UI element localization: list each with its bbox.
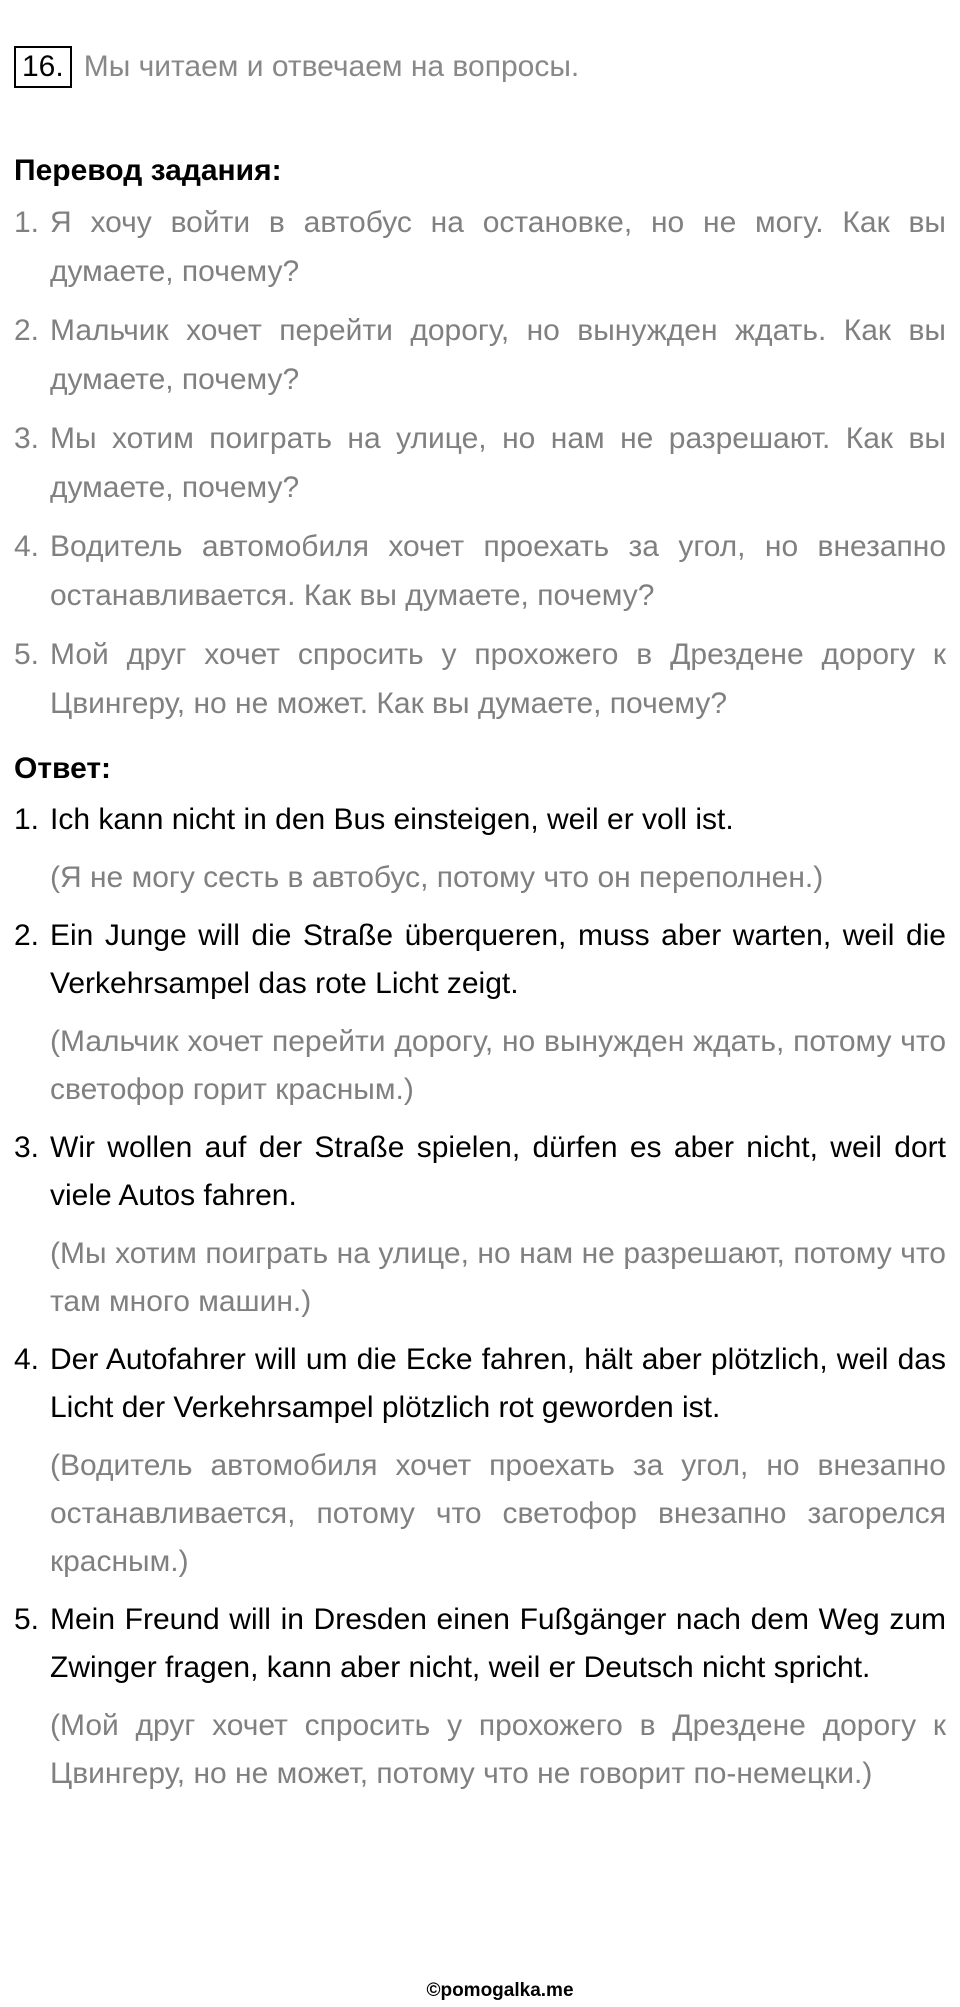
watermark: ©pomogalka.me — [426, 1980, 574, 2001]
translation-item — [14, 414, 946, 512]
answer-russian: (Мальчик хочет перейти дорогу, но вынужден ждать, потому что светофор горит красным.) — [50, 1025, 946, 1106]
task-header — [14, 44, 946, 90]
document-page — [14, 44, 946, 1798]
answer-russian: (Водитель автомобиля хочет проехать за угол, но внезапно останавливается, потому что светофор внезапно загорелся красным.) — [50, 1449, 946, 1578]
answer-item — [14, 1596, 946, 1798]
answer-item — [14, 796, 946, 902]
translation-item — [14, 522, 946, 620]
translation-title: Перевод задания: — [14, 154, 282, 187]
item-number: 4. — [14, 1343, 40, 1376]
answer-german: Wir wollen auf der Straße spielen, dürfen es aber nicht, weil dort viele Autos fahren. — [50, 1131, 946, 1212]
item-number: 4. — [14, 530, 40, 563]
answer-german: Ein Junge will die Straße überqueren, muss aber warten, weil die Verkehrsampel das rote Licht zeigt. — [50, 919, 946, 1000]
item-number: 1. — [14, 206, 40, 239]
answer-russian: (Я не могу сесть в автобус, потому что он переполнен.) — [50, 861, 824, 894]
answer-russian: (Мы хотим поиграть на улице, но нам не разрешают, потому что там много машин.) — [50, 1237, 946, 1318]
task-title: Мы читаем и отвечаем на вопросы. — [83, 50, 580, 83]
item-number: 2. — [14, 314, 40, 347]
task-number-box: 16. — [14, 46, 72, 88]
item-number: 5. — [14, 638, 40, 671]
translation-item — [14, 306, 946, 404]
answer-german: Der Autofahrer will um die Ecke fahren, hält aber plötzlich, weil das Licht der Verkehrsampel plötzlich rot geworden ist. — [50, 1343, 946, 1424]
item-text: Мой друг хочет спросить у прохожего в Дрездене дорогу к Цвингеру, но не может. Как вы думаете, почему? — [50, 638, 946, 720]
translation-item — [14, 198, 946, 296]
item-number: 1. — [14, 803, 40, 836]
item-text: Я хочу войти в автобус на остановке, но не могу. Как вы думаете, почему? — [50, 206, 946, 288]
answer-german: Mein Freund will in Dresden einen Fußgänger nach dem Weg zum Zwinger fragen, kann aber nicht, weil er Deutsch nicht spricht. — [50, 1603, 946, 1684]
item-text: Мальчик хочет перейти дорогу, но вынужден ждать. Как вы думаете, почему? — [50, 314, 946, 396]
answer-list — [14, 796, 946, 1798]
item-number: 2. — [14, 919, 40, 952]
answer-german: Ich kann nicht in den Bus einsteigen, weil er voll ist. — [50, 803, 734, 836]
answer-item — [14, 912, 946, 1114]
item-number: 3. — [14, 1131, 40, 1164]
item-number: 5. — [14, 1603, 40, 1636]
answer-item — [14, 1336, 946, 1586]
item-text: Водитель автомобиля хочет проехать за угол, но внезапно останавливается. Как вы думаете, почему? — [50, 530, 946, 612]
answer-russian: (Мой друг хочет спросить у прохожего в Дрездене дорогу к Цвингеру, но не может, потому что не говорит по-немецки.) — [50, 1709, 946, 1790]
translation-item — [14, 630, 946, 728]
translation-list — [14, 198, 946, 728]
answer-item — [14, 1124, 946, 1326]
item-number: 3. — [14, 422, 40, 455]
answer-title: Ответ: — [14, 752, 112, 785]
item-text: Мы хотим поиграть на улице, но нам не разрешают. Как вы думаете, почему? — [50, 422, 946, 504]
